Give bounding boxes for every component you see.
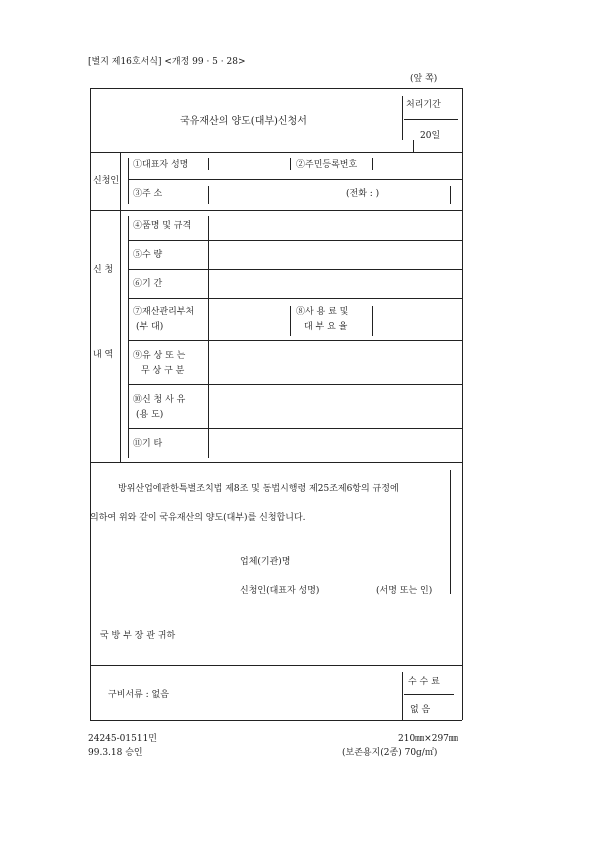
applicant-signature-label: 신청인(대표자 성명) <box>240 586 320 596</box>
paper-size: 210㎜×297㎜ <box>398 734 458 744</box>
signature-stamp-label: (서명 또는 인) <box>376 586 433 596</box>
paper-spec: (보존용지(2종) 70g/㎡) <box>342 748 438 758</box>
usage-fee-label-2: 대 부 요 율 <box>304 322 348 332</box>
processing-period-label: 처리기간 <box>406 100 441 110</box>
item-spec-label: ④품명 및 규격 <box>133 221 192 231</box>
usage-fee-label-1: ⑧사 용 료 및 <box>296 307 349 317</box>
representative-name-label: ①대표자 성명 <box>133 160 189 170</box>
usage-fee-field[interactable] <box>374 304 460 336</box>
quantity-label: ⑤수 량 <box>133 250 163 260</box>
addressee: 국 방 부 장 관 귀하 <box>100 631 176 641</box>
company-name-label: 업체(기관)명 <box>240 557 291 567</box>
other-label: ⑪기 타 <box>133 439 163 449</box>
address-field[interactable] <box>210 184 340 204</box>
form-title: 국유재산의 양도(대부)신청서 <box>180 116 307 127</box>
item-spec-field[interactable] <box>210 216 460 238</box>
request-reason-label-2: (용 도) <box>136 410 164 420</box>
quantity-field[interactable] <box>210 244 460 266</box>
page-side-label: (앞 쪽) <box>410 74 438 84</box>
fee-value: 없 음 <box>410 705 431 715</box>
declaration-line-2: 의하여 위와 같이 국유재산의 양도(대부)를 신청합니다. <box>90 513 306 523</box>
form-code: 24245-01511민 <box>88 734 157 744</box>
request-reason-label-1: ⑩신 청 사 유 <box>133 395 186 405</box>
period-label: ⑥기 간 <box>133 279 163 289</box>
property-dept-label-1: ⑦재산관리부처 <box>133 307 195 317</box>
period-field[interactable] <box>210 273 460 295</box>
required-documents-label: 구비서류 : 없음 <box>108 690 169 700</box>
paid-free-label-2: 무 상 구 분 <box>141 366 185 376</box>
property-dept-label-2: (부 대) <box>136 322 164 332</box>
request-section-label-1: 신 청 <box>93 265 114 275</box>
processing-period-value: 20일 <box>420 131 441 141</box>
request-section-label-2: 내 역 <box>93 350 114 360</box>
approval-date: 99.3.18 승인 <box>88 748 143 758</box>
declaration-line-1: 방위산업에관한특별조치법 제8조 및 동법시행령 제25조제6항의 규정에 <box>118 484 399 494</box>
property-dept-field[interactable] <box>210 304 288 336</box>
resident-number-field[interactable] <box>374 158 460 176</box>
company-name-field[interactable] <box>300 552 440 570</box>
resident-number-label: ②주민등록번호 <box>296 160 358 170</box>
phone-label: (전화 : ) <box>346 189 380 199</box>
representative-name-field[interactable] <box>210 158 288 176</box>
paid-free-field[interactable] <box>210 346 460 380</box>
applicant-section-label: 신청인 <box>93 176 120 186</box>
paid-free-label-1: ⑨유 상 또 는 <box>133 351 186 361</box>
form-header: [별지 제16호서식] <개정 99 · 5 · 28> <box>88 57 246 67</box>
address-label: ③주 소 <box>133 189 163 199</box>
fee-label: 수 수 료 <box>408 677 440 687</box>
request-reason-field[interactable] <box>210 390 460 424</box>
other-field[interactable] <box>210 434 460 456</box>
